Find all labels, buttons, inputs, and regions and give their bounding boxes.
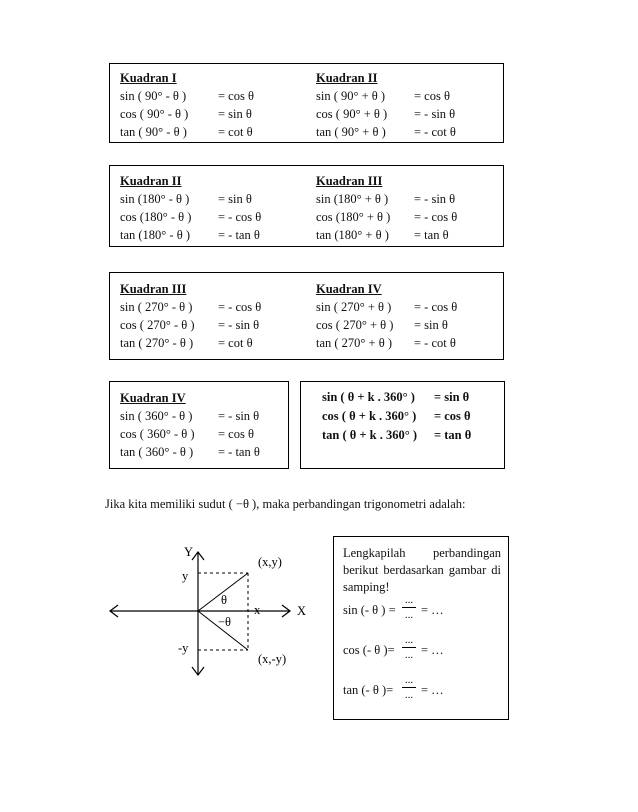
identity-lhs: tan (180° - θ )	[120, 228, 190, 242]
identity-rhs: = cos θ	[218, 427, 254, 441]
kuadran-iv-header: Kuadran IV	[316, 282, 382, 296]
fraction-numerator: ...	[402, 675, 416, 688]
identity-row	[120, 316, 261, 334]
identity-lhs: cos ( 270° - θ )	[120, 318, 195, 332]
identity-box-1	[109, 63, 504, 143]
identity-lhs: cos ( 270° + θ )	[316, 318, 394, 332]
periodic-identity-box	[300, 381, 505, 469]
kuadran-ii-column	[316, 69, 456, 141]
kuadran-iv-column	[120, 389, 260, 461]
identity-lhs: cos ( 90° - θ )	[120, 107, 189, 121]
kuadran-ii-header: Kuadran II	[316, 71, 378, 85]
exercise-item-label: tan (- θ )=	[343, 683, 394, 697]
identity-row	[120, 425, 260, 443]
periodic-column	[322, 388, 471, 445]
identity-rhs: = - sin θ	[218, 409, 260, 423]
identity-row	[316, 190, 457, 208]
identity-rhs: = cos θ	[218, 89, 254, 103]
kuadran-iii-column	[120, 280, 261, 352]
fraction-numerator: ...	[402, 595, 416, 608]
x-value-label: x	[254, 603, 261, 617]
identity-row	[316, 334, 457, 352]
identity-lhs: sin ( 90° + θ )	[316, 89, 386, 103]
exercise-item-result: = …	[421, 683, 444, 697]
identity-rhs: = tan θ	[414, 228, 449, 242]
identity-rhs: = sin θ	[434, 390, 470, 404]
identity-row	[120, 123, 254, 141]
kuadran-i-column	[120, 69, 254, 141]
identity-lhs: cos (180° + θ )	[316, 210, 391, 224]
fraction-denominator: ...	[404, 689, 414, 701]
kuadran-ii-header: Kuadran II	[120, 174, 182, 188]
identity-row	[316, 105, 456, 123]
identity-lhs: sin (180° - θ )	[120, 192, 190, 206]
exercise-item-label: sin (- θ ) =	[343, 603, 396, 617]
intro-sentence: Jika kita memiliki sudut ( −θ ), maka perbandingan trigonometri adalah:	[105, 497, 466, 511]
identity-lhs: tan ( θ + k . 360° )	[322, 428, 418, 442]
identity-row	[120, 407, 260, 425]
identity-lhs: sin ( 270° - θ )	[120, 300, 193, 314]
identity-lhs: sin ( 270° + θ )	[316, 300, 392, 314]
identity-rhs: = - cos θ	[218, 300, 262, 314]
identity-row	[316, 316, 457, 334]
identity-rhs: = tan θ	[434, 428, 472, 442]
blank-fraction	[402, 595, 416, 621]
kuadran-iii-column	[316, 172, 457, 244]
identity-rhs: = cot θ	[218, 336, 253, 350]
identity-rhs: = - cot θ	[414, 125, 456, 139]
kuadran-ii-column	[120, 172, 261, 244]
negative-angle-diagram	[108, 540, 318, 680]
identity-lhs: sin (180° + θ )	[316, 192, 389, 206]
y-value-label: y	[182, 569, 189, 583]
identity-rhs: = - cot θ	[414, 336, 456, 350]
identity-row	[120, 443, 260, 461]
identity-rhs: = - sin θ	[414, 192, 456, 206]
kuadran-i-header: Kuadran I	[120, 71, 177, 85]
identity-row	[120, 226, 261, 244]
identity-row	[120, 334, 261, 352]
kuadran-iv-header: Kuadran IV	[120, 391, 186, 405]
identity-lhs: cos ( θ + k . 360° )	[322, 409, 417, 423]
identity-lhs: sin ( θ + k . 360° )	[322, 390, 415, 404]
identity-row	[316, 87, 456, 105]
identity-lhs: cos ( 360° - θ )	[120, 427, 195, 441]
identity-row	[316, 123, 456, 141]
identity-rhs: = - tan θ	[218, 445, 260, 459]
blank-fraction	[402, 675, 416, 701]
identity-rhs: = cos θ	[414, 89, 450, 103]
identity-lhs: tan (180° + θ )	[316, 228, 389, 242]
point-bottom-label: (x,-y)	[258, 652, 287, 666]
identity-row	[120, 105, 254, 123]
exercise-item-result: = …	[421, 603, 444, 617]
fraction-denominator: ...	[404, 649, 414, 661]
point-top-label: (x,y)	[258, 555, 282, 569]
identity-row	[322, 426, 471, 445]
identity-box-2	[109, 165, 504, 247]
identity-row	[322, 388, 471, 407]
x-axis-label: X	[297, 604, 307, 618]
exercise-item-label: cos (- θ )=	[343, 643, 395, 657]
identity-row	[120, 208, 261, 226]
identity-row	[120, 87, 254, 105]
identity-lhs: tan ( 360° - θ )	[120, 445, 194, 459]
identity-rhs: = sin θ	[414, 318, 448, 332]
blank-fraction	[402, 635, 416, 661]
neg-y-value-label: -y	[178, 641, 189, 655]
identity-row	[322, 407, 471, 426]
neg-theta-label: −θ	[218, 615, 232, 629]
identity-lhs: cos ( 90° + θ )	[316, 107, 388, 121]
y-axis-label: Y	[184, 545, 194, 559]
identity-rhs: = - cos θ	[414, 300, 458, 314]
identity-row	[316, 298, 457, 316]
fraction-denominator: ...	[404, 609, 414, 621]
kuadran-iii-header: Kuadran III	[316, 174, 383, 188]
identity-rhs: = - cos θ	[218, 210, 262, 224]
identity-row	[120, 190, 261, 208]
identity-lhs: sin ( 360° - θ )	[120, 409, 193, 423]
exercise-box	[333, 536, 509, 720]
identity-rhs: = - sin θ	[414, 107, 456, 121]
identity-lhs: cos (180° - θ )	[120, 210, 192, 224]
identity-row	[120, 298, 261, 316]
identity-lhs: tan ( 270° - θ )	[120, 336, 194, 350]
identity-rhs: = - cos θ	[414, 210, 458, 224]
identity-row	[316, 226, 457, 244]
identity-rhs: = - sin θ	[218, 318, 260, 332]
theta-label: θ	[221, 593, 227, 607]
exercise-item-result: = …	[421, 643, 444, 657]
identity-rhs: = cot θ	[218, 125, 253, 139]
identity-rhs: = - tan θ	[218, 228, 260, 242]
fraction-numerator: ...	[402, 635, 416, 648]
identity-lhs: tan ( 90° - θ )	[120, 125, 187, 139]
exercise-instruction: Lengkapilah perbandingan berikut berdasarkan gambar di samping!	[343, 546, 501, 594]
identity-rhs: = sin θ	[218, 192, 252, 206]
identity-lhs: sin ( 90° - θ )	[120, 89, 187, 103]
identity-rhs: = cos θ	[434, 409, 471, 423]
kuadran-iii-header: Kuadran III	[120, 282, 187, 296]
identity-lhs: tan ( 270° + θ )	[316, 336, 393, 350]
identity-rhs: = sin θ	[218, 107, 252, 121]
identity-lhs: tan ( 90° + θ )	[316, 125, 386, 139]
identity-row	[316, 208, 457, 226]
identity-box-3	[109, 272, 504, 360]
identity-box-4	[109, 381, 289, 469]
kuadran-iv-column	[316, 280, 457, 352]
